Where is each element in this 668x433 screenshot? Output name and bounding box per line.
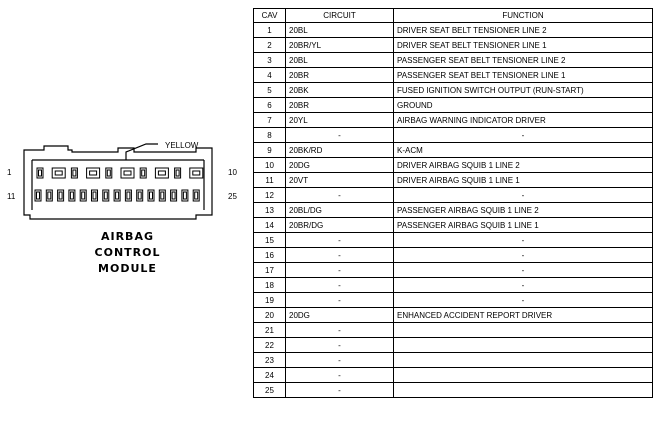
pin-label-11: 11 xyxy=(7,192,16,201)
cavity-top-terminal xyxy=(124,171,131,175)
cav-cell: 12 xyxy=(254,188,286,203)
cav-cell: 21 xyxy=(254,323,286,338)
function-cell: GROUND xyxy=(394,98,653,113)
cavity-bottom-terminal xyxy=(93,192,96,199)
circuit-cell: - xyxy=(286,188,394,203)
circuit-cell: - xyxy=(286,323,394,338)
table-row xyxy=(254,53,653,68)
circuit-cell: 20BL xyxy=(286,53,394,68)
wire-color-label: YELLOW xyxy=(165,141,199,150)
cavity-bottom-terminal xyxy=(127,192,130,199)
cavity-bottom-terminal xyxy=(183,192,186,199)
cavity-bottom-terminal xyxy=(59,192,62,199)
function-cell: PASSENGER SEAT BELT TENSIONER LINE 1 xyxy=(394,68,653,83)
function-cell xyxy=(394,368,653,383)
function-cell: - xyxy=(394,188,653,203)
table-row xyxy=(254,368,653,383)
function-cell: PASSENGER AIRBAG SQUIB 1 LINE 2 xyxy=(394,203,653,218)
pin-label-1: 1 xyxy=(7,168,12,177)
circuit-cell: 20BR/YL xyxy=(286,38,394,53)
cavity-bottom-terminal xyxy=(37,192,40,199)
cav-cell: 23 xyxy=(254,353,286,368)
cav-cell: 4 xyxy=(254,68,286,83)
cav-cell: 1 xyxy=(254,23,286,38)
circuit-cell: - xyxy=(286,353,394,368)
table-row xyxy=(254,293,653,308)
cavity-top-terminal xyxy=(73,170,76,176)
table-row xyxy=(254,98,653,113)
cav-cell: 5 xyxy=(254,83,286,98)
table-row xyxy=(254,248,653,263)
function-cell: DRIVER SEAT BELT TENSIONER LINE 2 xyxy=(394,23,653,38)
function-cell: FUSED IGNITION SWITCH OUTPUT (RUN-START) xyxy=(394,83,653,98)
cavity-bottom-terminal xyxy=(116,192,119,199)
table-row xyxy=(254,158,653,173)
cavity-top xyxy=(87,168,100,178)
cav-cell: 6 xyxy=(254,98,286,113)
cavity-top-terminal xyxy=(55,171,62,175)
cav-cell: 2 xyxy=(254,38,286,53)
function-cell: AIRBAG WARNING INDICATOR DRIVER xyxy=(394,113,653,128)
cavity-top-terminal xyxy=(107,170,110,176)
circuit-cell: 20DG xyxy=(286,158,394,173)
table-row xyxy=(254,338,653,353)
function-cell xyxy=(394,323,653,338)
function-cell: - xyxy=(394,233,653,248)
function-cell xyxy=(394,338,653,353)
cavity-top-terminal xyxy=(142,170,145,176)
cav-cell: 8 xyxy=(254,128,286,143)
table-row xyxy=(254,23,653,38)
function-cell: - xyxy=(394,128,653,143)
cavity-top-terminal xyxy=(158,171,165,175)
module-name-line-2: CONTROL xyxy=(94,246,161,259)
cav-cell: 18 xyxy=(254,278,286,293)
circuit-cell: 20BR xyxy=(286,68,394,83)
cav-cell: 15 xyxy=(254,233,286,248)
circuit-cell: 20YL xyxy=(286,113,394,128)
function-cell: DRIVER AIRBAG SQUIB 1 LINE 2 xyxy=(394,158,653,173)
cavity-bottom-terminal xyxy=(48,192,51,199)
circuit-cell: 20BR/DG xyxy=(286,218,394,233)
cav-cell: 3 xyxy=(254,53,286,68)
table-row xyxy=(254,203,653,218)
table-row xyxy=(254,263,653,278)
circuit-cell: - xyxy=(286,338,394,353)
module-name-line-3: MODULE xyxy=(98,262,157,275)
cavity-bottom-terminal xyxy=(172,192,175,199)
header-cav: CAV xyxy=(254,9,286,23)
cavity-top-terminal xyxy=(176,170,179,176)
cav-cell: 10 xyxy=(254,158,286,173)
circuit-cell: - xyxy=(286,248,394,263)
pin-label-25: 25 xyxy=(228,192,237,201)
table-row xyxy=(254,188,653,203)
cavity-bottom-terminal xyxy=(161,192,164,199)
cavity-top xyxy=(52,168,65,178)
function-cell: - xyxy=(394,278,653,293)
cav-cell: 13 xyxy=(254,203,286,218)
table-row xyxy=(254,278,653,293)
circuit-cell: - xyxy=(286,293,394,308)
table-header-row xyxy=(254,9,653,23)
cav-cell: 9 xyxy=(254,143,286,158)
cavity-bottom-terminal xyxy=(82,192,85,199)
circuit-cell: - xyxy=(286,263,394,278)
circuit-cell: 20BR xyxy=(286,98,394,113)
cav-cell: 16 xyxy=(254,248,286,263)
module-name-line-1: AIRBAG xyxy=(100,230,154,243)
pin-label-10: 10 xyxy=(228,168,237,177)
table-row xyxy=(254,218,653,233)
circuit-cell: - xyxy=(286,128,394,143)
table-row xyxy=(254,233,653,248)
cavity-top-terminal xyxy=(90,171,97,175)
cavity-bottom-terminal xyxy=(195,192,198,199)
circuit-cell: 20BL/DG xyxy=(286,203,394,218)
function-cell xyxy=(394,383,653,398)
table-row xyxy=(254,308,653,323)
connector-drawing xyxy=(0,0,250,433)
cav-cell: 7 xyxy=(254,113,286,128)
circuit-cell: - xyxy=(286,383,394,398)
header-circuit: CIRCUIT xyxy=(286,9,394,23)
circuit-cell: - xyxy=(286,368,394,383)
circuit-cell: - xyxy=(286,278,394,293)
pinout-table-body xyxy=(254,23,653,398)
circuit-cell: 20BK/RD xyxy=(286,143,394,158)
cav-cell: 22 xyxy=(254,338,286,353)
pinout-table xyxy=(253,8,653,398)
cavity-top xyxy=(190,168,203,178)
table-row xyxy=(254,143,653,158)
function-cell: - xyxy=(394,263,653,278)
connector-diagram xyxy=(0,0,250,433)
cavity-top-terminal xyxy=(39,170,42,176)
cav-cell: 19 xyxy=(254,293,286,308)
cav-cell: 24 xyxy=(254,368,286,383)
cavity-bottom-terminal xyxy=(104,192,107,199)
cavity-top-terminal xyxy=(193,171,200,175)
function-cell xyxy=(394,353,653,368)
table-row xyxy=(254,38,653,53)
cav-cell: 17 xyxy=(254,263,286,278)
function-cell: PASSENGER AIRBAG SQUIB 1 LINE 1 xyxy=(394,218,653,233)
function-cell: ENHANCED ACCIDENT REPORT DRIVER xyxy=(394,308,653,323)
cavity-bottom-terminal xyxy=(150,192,153,199)
cavity-top xyxy=(121,168,134,178)
table-row xyxy=(254,173,653,188)
function-cell: K-ACM xyxy=(394,143,653,158)
cav-cell: 20 xyxy=(254,308,286,323)
table-row xyxy=(254,83,653,98)
cavity-bottom-terminal xyxy=(138,192,141,199)
cav-cell: 11 xyxy=(254,173,286,188)
circuit-cell: 20VT xyxy=(286,173,394,188)
table-row xyxy=(254,323,653,338)
function-cell: PASSENGER SEAT BELT TENSIONER LINE 2 xyxy=(394,53,653,68)
table-row xyxy=(254,128,653,143)
cavity-bottom-terminal xyxy=(70,192,73,199)
function-cell: - xyxy=(394,293,653,308)
table-row xyxy=(254,113,653,128)
table-row xyxy=(254,383,653,398)
table-row xyxy=(254,68,653,83)
function-cell: DRIVER SEAT BELT TENSIONER LINE 1 xyxy=(394,38,653,53)
cavity-top xyxy=(155,168,168,178)
circuit-cell: - xyxy=(286,233,394,248)
circuit-cell: 20BL xyxy=(286,23,394,38)
function-cell: - xyxy=(394,248,653,263)
circuit-cell: 20BK xyxy=(286,83,394,98)
circuit-cell: 20DG xyxy=(286,308,394,323)
cav-cell: 25 xyxy=(254,383,286,398)
cav-cell: 14 xyxy=(254,218,286,233)
header-function: FUNCTION xyxy=(394,9,653,23)
table-row xyxy=(254,353,653,368)
function-cell: DRIVER AIRBAG SQUIB 1 LINE 1 xyxy=(394,173,653,188)
